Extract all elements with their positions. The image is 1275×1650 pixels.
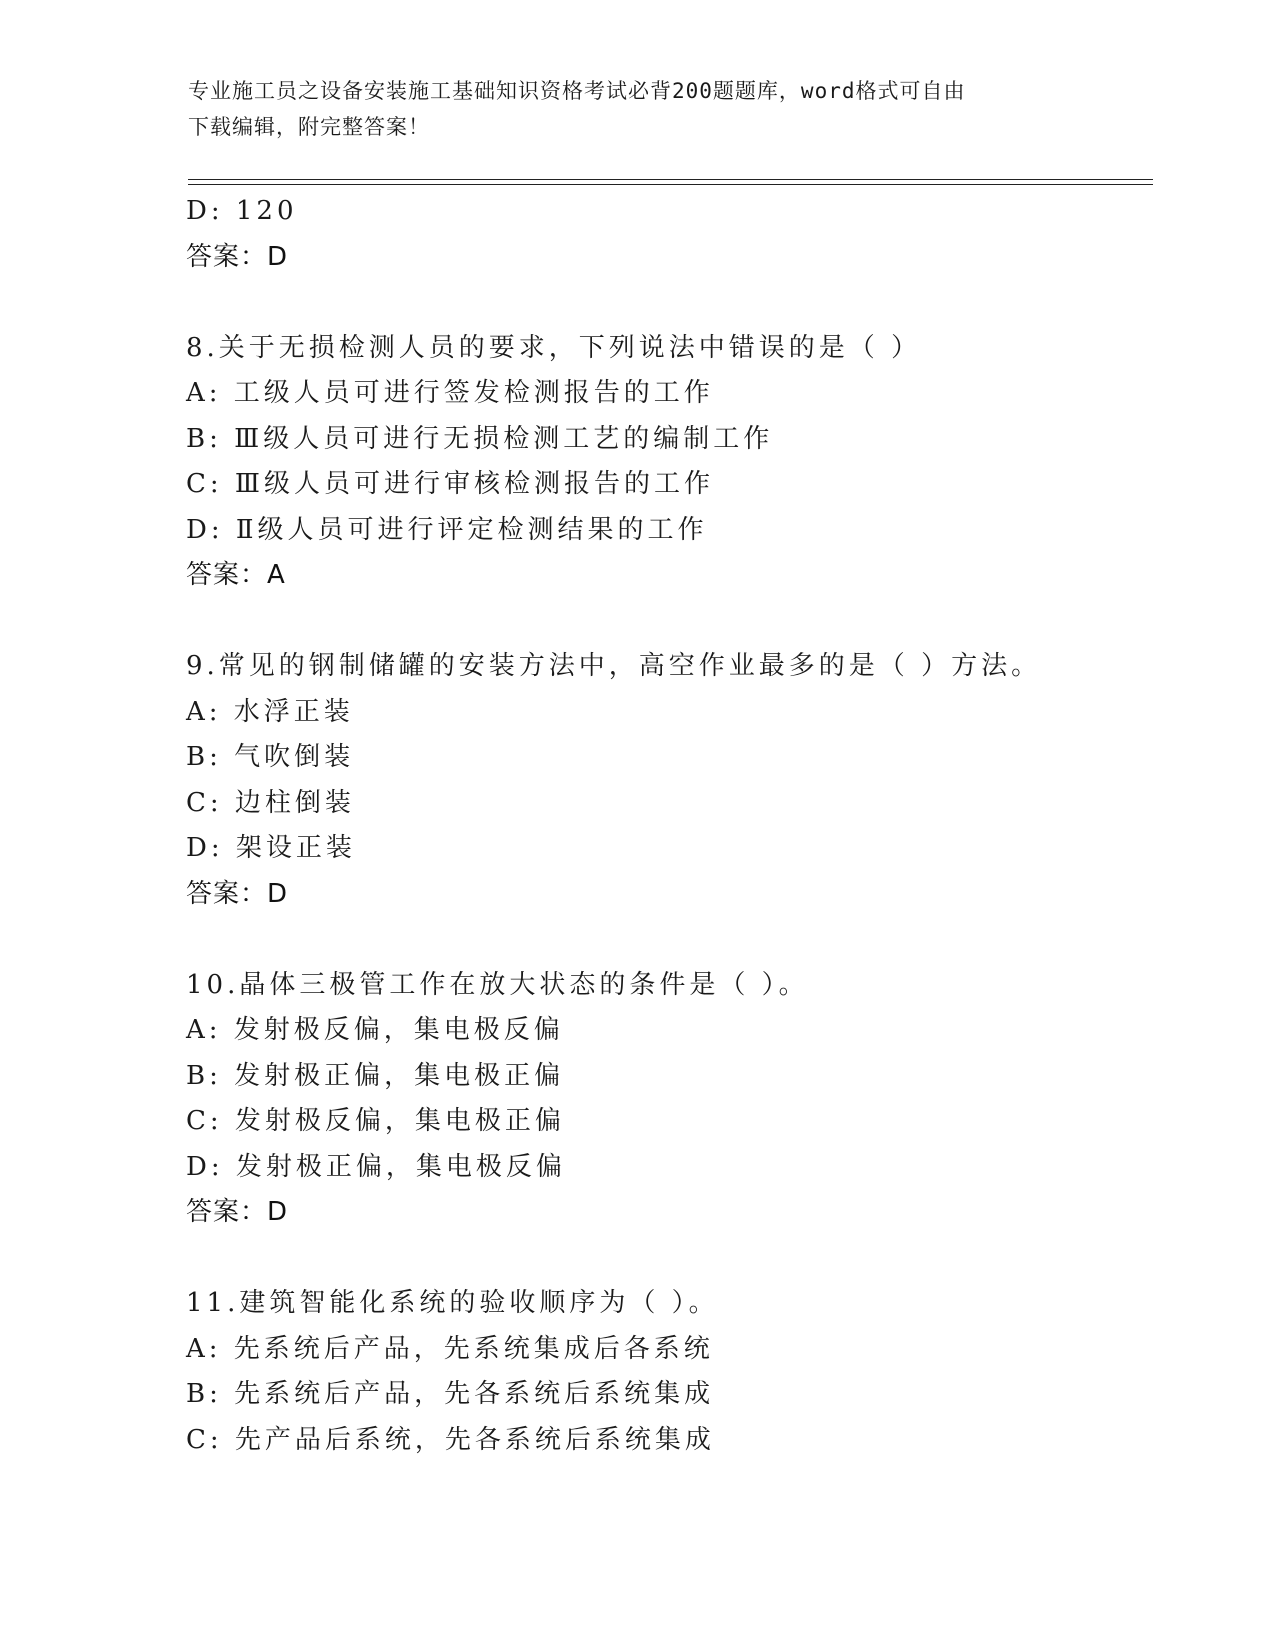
option-a: A: 水浮正装 [186, 696, 354, 727]
option-a: A: 工级人员可进行签发检测报告的工作 [186, 378, 714, 408]
option-a: A: 先系统后产品，先系统集成后各系统 [186, 1333, 714, 1364]
option-b: B: 发射极正偏，集电极正偏 [186, 1060, 565, 1091]
answer-line: 答案：D [186, 1197, 289, 1227]
option-c: C: 先产品后系统，先各系统后系统集成 [186, 1424, 715, 1455]
option-d: D: 架设正装 [186, 833, 356, 863]
spacer [186, 917, 1186, 963]
option-d: D: 发射极正偏，集电极反偏 [186, 1151, 566, 1182]
spacer [186, 1236, 1186, 1282]
option-a: A: 发射极反偏，集电极反偏 [186, 1015, 564, 1045]
question-stem-10: 10.晶体三极管工作在放大状态的条件是（ ）。 [186, 969, 809, 1000]
question-list [186, 189, 1186, 1463]
option-d: D: Ⅱ级人员可进行评定检测结果的工作 [186, 514, 708, 545]
option-b: B: Ⅲ级人员可进行无损检测工艺的编制工作 [186, 423, 774, 454]
answer-line: 答案：A [186, 560, 286, 590]
question-stem-9: 9.常见的钢制储罐的安装方法中，高空作业最多的是（ ）方法。 [186, 651, 1042, 681]
option-d-continued: D: 120 [186, 196, 298, 226]
header-divider-bottom [188, 184, 1153, 185]
header-line-2: 下载编辑，附完整答案！ [188, 115, 430, 139]
option-c: C: 边柱倒装 [186, 787, 355, 818]
spacer [186, 599, 1186, 645]
header-line-1: 专业施工员之设备安装施工基础知识资格考试必背200题题库，word格式可自由 [188, 79, 966, 103]
question-stem-11: 11.建筑智能化系统的验收顺序为（ ）。 [186, 1288, 719, 1318]
header-divider-top [188, 179, 1153, 180]
option-c: C: Ⅲ级人员可进行审核检测报告的工作 [186, 469, 714, 499]
answer-line: 答案：D [186, 878, 289, 909]
option-b: B: 先系统后产品，先各系统后系统集成 [186, 1379, 715, 1409]
spacer [186, 280, 1186, 326]
document-header [188, 73, 1068, 145]
option-b: B: 气吹倒装 [186, 742, 355, 772]
question-stem-8: 8.关于无损检测人员的要求，下列说法中错误的是（ ） [186, 332, 922, 363]
option-c: C: 发射极反偏，集电极正偏 [186, 1106, 565, 1136]
answer-line: 答案：D [186, 241, 289, 272]
